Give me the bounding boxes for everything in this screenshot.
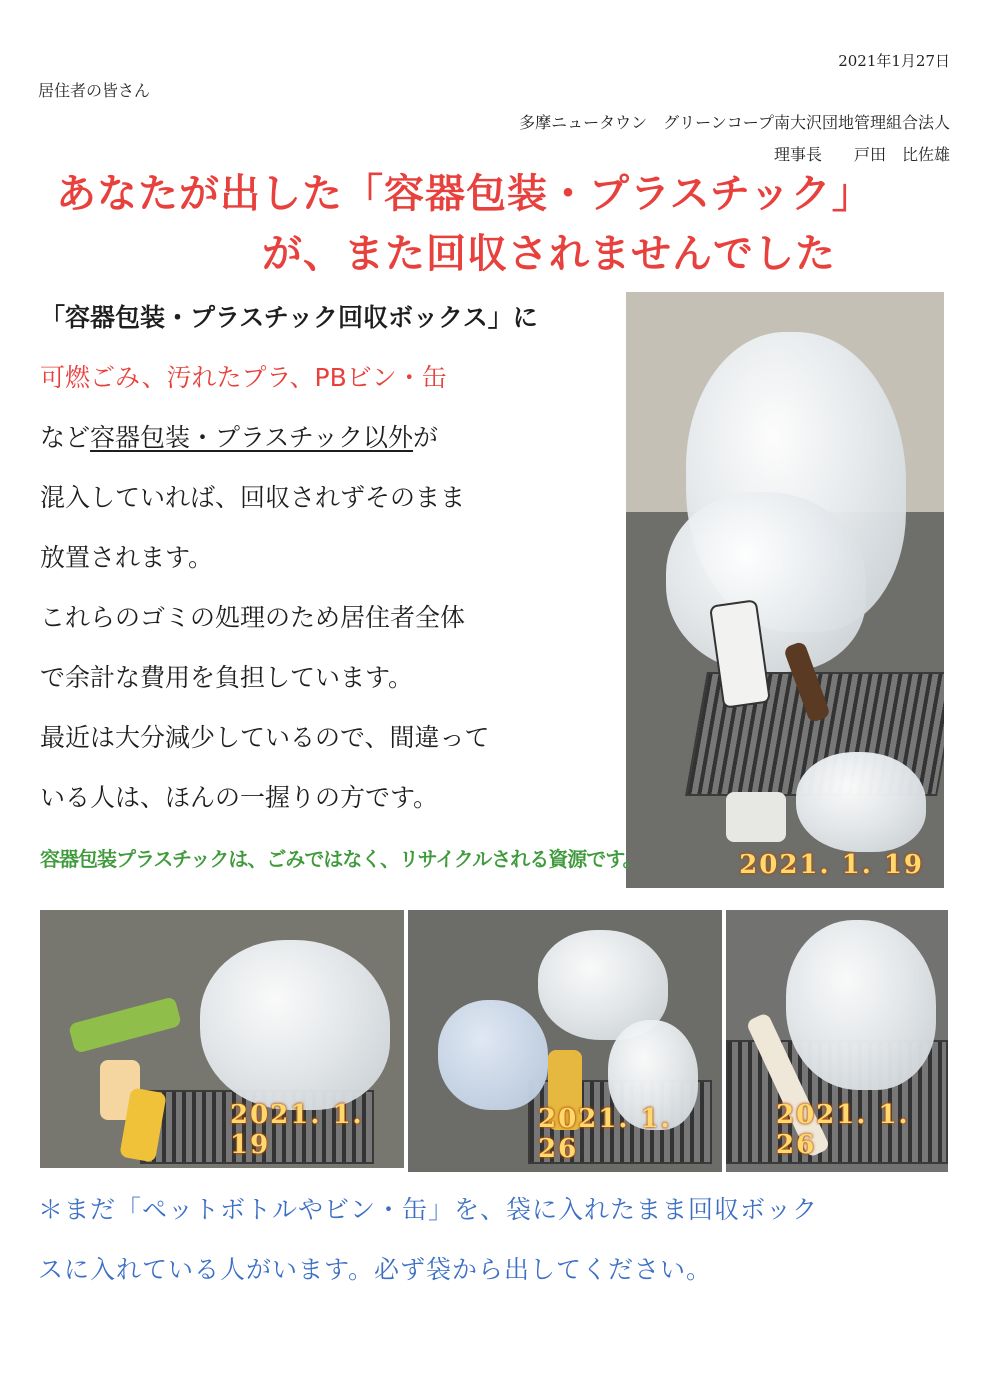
body-line-2: 可燃ごみ、汚れたプラ、PBビン・缶 xyxy=(40,363,447,392)
body-line-3-underlined: 容器包装・プラスチック以外 xyxy=(90,423,414,452)
body-line-6: これらのゴミの処理のため居住者全体 xyxy=(40,603,466,632)
body-line-9: いる人は、ほんの一握りの方です。 xyxy=(40,783,439,812)
body-line-7: で余計な費用を負担しています。 xyxy=(40,663,414,692)
bottom-photo-2-date: 2021. 1. 26 xyxy=(538,1104,672,1164)
bottom-photo-2 xyxy=(408,910,722,1172)
addressee: 居住者の皆さん xyxy=(38,81,151,100)
bottom-photo-1-date: 2021. 1. 19 xyxy=(230,1100,364,1160)
photo-bag xyxy=(666,492,866,672)
main-photo-date: 2021. 1. 19 xyxy=(739,850,924,880)
body-line-3 xyxy=(40,418,438,454)
bottom-photo-1 xyxy=(40,910,404,1168)
photo-bag xyxy=(786,920,936,1090)
photo-bag xyxy=(796,752,926,852)
body-line-1: 「容器包装・プラスチック回収ボックス」に xyxy=(40,303,538,332)
recycling-note: 容器包装プラスチックは、ごみではなく、リサイクルされる資源です。 xyxy=(40,847,642,871)
photo-box xyxy=(726,792,786,842)
footer-line-1: ＊まだ「ペットボトルやビン・缶」を、袋に入れたまま回収ボック xyxy=(38,1195,819,1224)
bottom-photo-3 xyxy=(726,910,948,1172)
photo-bag xyxy=(438,1000,548,1110)
representative: 理事長 戸田 比佐雄 xyxy=(773,145,950,164)
organization: 多摩ニュータウン グリーンコープ南大沢団地管理組合法人 xyxy=(519,113,950,132)
body-line-3-post: が xyxy=(413,423,439,452)
body-line-4: 混入していれば、回収されずそのまま xyxy=(40,483,466,512)
photo-bag xyxy=(200,940,390,1110)
body-line-8: 最近は大分減少しているので、間違って xyxy=(40,723,490,752)
footer-line-2: スに入れている人がいます。必ず袋から出してください。 xyxy=(38,1255,713,1284)
headline-line-2: が、また回収されませんでした xyxy=(262,231,836,277)
bottom-photo-3-date: 2021. 1. 26 xyxy=(776,1100,910,1160)
body-line-5: 放置されます。 xyxy=(40,543,214,572)
body-line-3-pre: など xyxy=(40,423,91,452)
document-date: 2021年1月27日 xyxy=(838,52,950,70)
headline-line-1: あなたが出した「容器包装・プラスチック」 xyxy=(56,171,873,217)
main-photo xyxy=(626,292,944,888)
